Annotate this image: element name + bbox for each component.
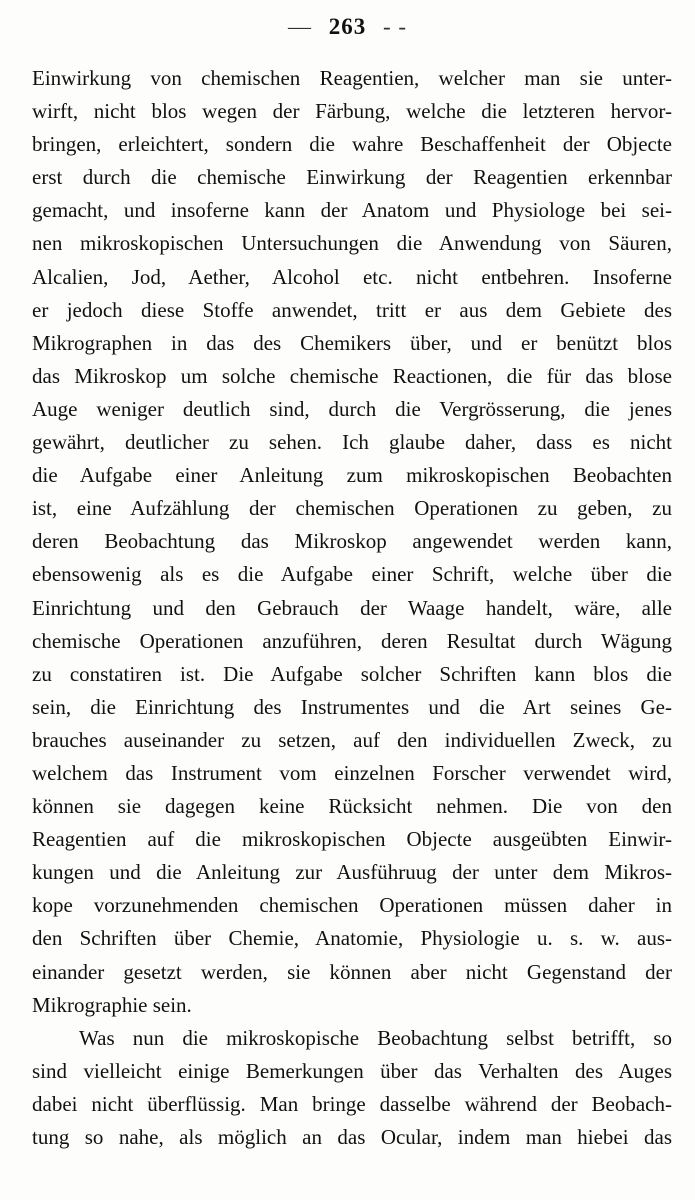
text-line: ebensowenig als es die Aufgabe einer Schrift, welche über die bbox=[32, 562, 672, 587]
text-line: können sie dagegen keine Rücksicht nehmen. Die von den bbox=[32, 794, 672, 819]
text-line: die Aufgabe einer Anleitung zum mikroskopischen Beobachten bbox=[32, 463, 672, 488]
text-line: chemische Operationen anzuführen, deren Resultat durch Wägung bbox=[32, 628, 672, 653]
text-line: sind vielleicht einige Bemerkungen über das Verhalten des Auges bbox=[32, 1058, 672, 1083]
text-line: bringen, erleichtert, sondern die wahre Beschaffenheit der Objecte bbox=[32, 132, 672, 157]
text-line: einander gesetzt werden, sie können aber nicht Gegenstand der bbox=[32, 959, 672, 984]
text-line: Reagentien auf die mikroskopischen Objecte ausgeübten Einwir- bbox=[32, 827, 672, 852]
header-dash-right: - - bbox=[382, 14, 408, 39]
text-line: dabei nicht überflüssig. Man bringe dasselbe während der Beobach- bbox=[32, 1091, 672, 1116]
text-line: er jedoch diese Stoffe anwendet, tritt er aus dem Gebiete des bbox=[32, 297, 672, 322]
text-line: das Mikroskop um solche chemische Reactionen, die für das blose bbox=[32, 363, 672, 388]
text-line: zu constatiren ist. Die Aufgabe solcher Schriften kann blos die bbox=[32, 661, 672, 686]
text-line: nen mikroskopischen Untersuchungen die Anwendung von Säuren, bbox=[32, 231, 672, 256]
text-line: welchem das Instrument vom einzelnen Forscher verwendet wird, bbox=[32, 760, 672, 785]
text-line: Auge weniger deutlich sind, durch die Vergrösserung, die jenes bbox=[32, 396, 672, 421]
text-line: erst durch die chemische Einwirkung der Reagentien erkennbar bbox=[32, 165, 672, 190]
text-line: Einrichtung und den Gebrauch der Waage handelt, wäre, alle bbox=[32, 595, 672, 620]
header-dash-left: — bbox=[287, 14, 312, 39]
text-line: ist, eine Aufzählung der chemischen Operationen zu geben, zu bbox=[32, 496, 672, 521]
page-header bbox=[0, 12, 695, 42]
text-line: gewährt, deutlicher zu sehen. Ich glaube daher, dass es nicht bbox=[32, 430, 672, 455]
paragraph-end-line: Mikrographie sein. bbox=[32, 992, 192, 1017]
text-line: gemacht, und insoferne kann der Anatom und Physiologe bei sei- bbox=[32, 198, 672, 223]
text-line: kungen und die Anleitung zur Ausführuug der unter dem Mikros- bbox=[32, 860, 672, 885]
text-line: wirft, nicht blos wegen der Färbung, welche die letzteren hervor- bbox=[32, 99, 672, 124]
text-line: Alcalien, Jod, Aether, Alcohol etc. nicht entbehren. Insoferne bbox=[32, 264, 672, 289]
text-line: den Schriften über Chemie, Anatomie, Physiologie u. s. w. aus- bbox=[32, 926, 672, 951]
text-line: kope vorzunehmenden chemischen Operationen müssen daher in bbox=[32, 893, 672, 918]
text-line: Mikrographen in das des Chemikers über, und er benützt blos bbox=[32, 330, 672, 355]
text-line: deren Beobachtung das Mikroskop angewendet werden kann, bbox=[32, 529, 672, 554]
text-line: sein, die Einrichtung des Instrumentes und die Art seines Ge- bbox=[32, 694, 672, 719]
page-number: 263 bbox=[328, 14, 367, 39]
body-text bbox=[32, 62, 672, 1154]
paragraph-start-line: Was nun die mikroskopische Beobachtung selbst betrifft, so bbox=[79, 1025, 672, 1050]
text-line: Einwirkung von chemischen Reagentien, welcher man sie unter- bbox=[32, 66, 672, 90]
text-line: brauches auseinander zu setzen, auf den individuellen Zweck, zu bbox=[32, 727, 672, 752]
text-line: tung so nahe, als möglich an das Ocular, indem man hiebei das bbox=[32, 1125, 672, 1149]
